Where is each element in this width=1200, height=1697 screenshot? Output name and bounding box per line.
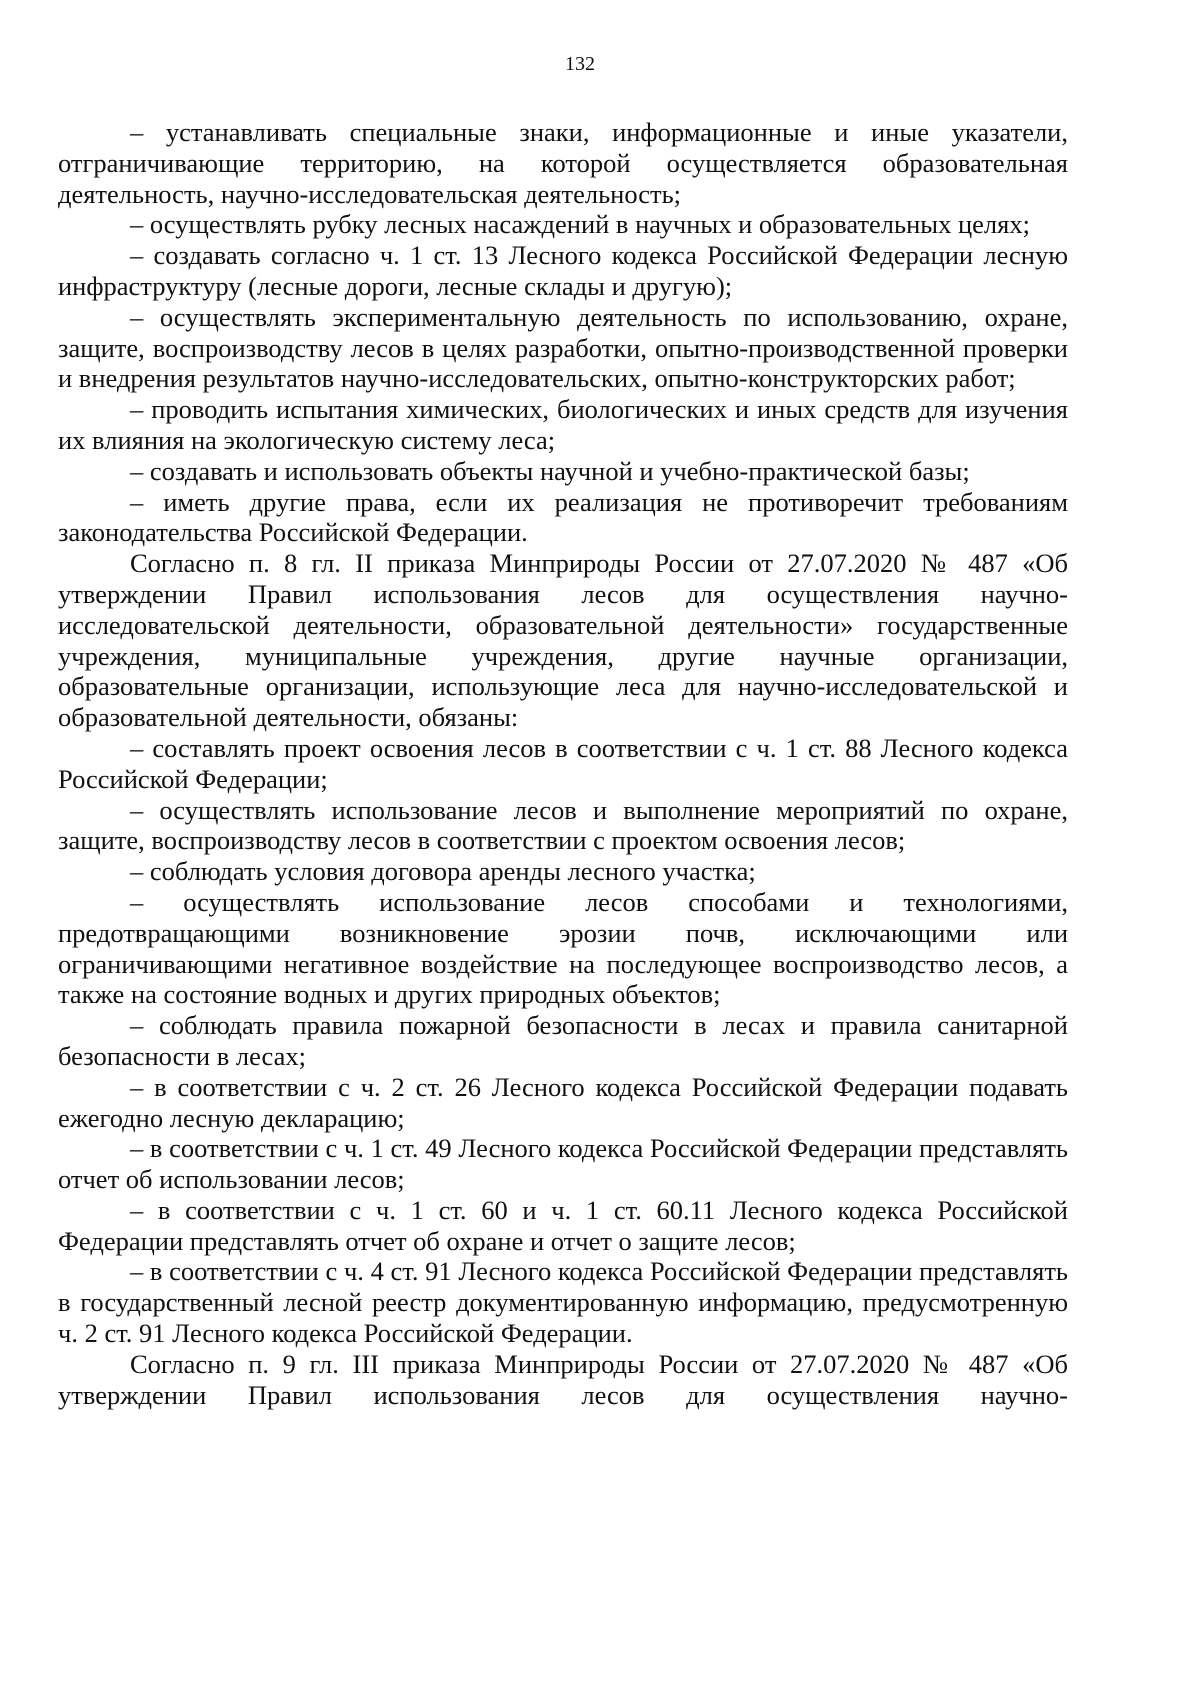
body-text [58,117,1068,1410]
paragraph-duty-methods: – осуществлять использование лесов способами и технологиями, предотвращающими возникновение эрозии почв, исключающими или ограничивающими негативное воздействие на последующее воспроизводство лесов, а также на состояние водных и других природных объектов; [58,886,1068,1010]
paragraph-duty-use: – осуществлять использование лесов и выполнение мероприятий по охране, защите, воспроизводству лесов в соответствии с проектом освоения лесов; [58,794,1068,856]
paragraph-duty-protection-report: – в соответствии с ч. 1 ст. 60 и ч. 1 ст. 60.11 Лесного кодекса Российской Федерации представлять отчет об охране и отчет о защите лесов; [58,1194,1068,1256]
paragraph-duty-fire-safety: – соблюдать правила пожарной безопасности в лесах и правила санитарной безопасности в лесах; [58,1010,1068,1071]
paragraph-right-objects: – создавать и использовать объекты научной и учебно-практической базы; [130,455,970,486]
paragraph-duty-registry: – в соответствии с ч. 4 ст. 91 Лесного кодекса Российской Федерации представлять в государственный лесной реестр документированную информацию, предусмотренную ч. 2 ст. 91 Лесного кодекса Российской Федерации. [58,1256,1068,1349]
paragraph-duty-usage-report: – в соответствии с ч. 1 ст. 49 Лесного кодекса Российской Федерации представлять отчет об использовании лесов; [58,1133,1068,1195]
paragraph-duty-declaration: – в соответствии с ч. 2 ст. 26 Лесного кодекса Российской Федерации подавать ежегодно лесную декларацию; [58,1071,1068,1133]
page-number: 132 [565,53,595,75]
paragraph-duty-lease: – соблюдать условия договора аренды лесного участка; [130,856,756,887]
paragraph-right-experimental: – осуществлять экспериментальную деятельность по использованию, охране, защите, воспроизводству лесов в целях разработки, опытно-производственной проверки и внедрения результатов научно-исследовательских, опытно-конструкторских работ; [58,301,1068,394]
paragraph-right-signs: – устанавливать специальные знаки, информационные и иные указатели, отграничивающие территорию, на которой осуществляется образовательная деятельность, научно-исследовательская деятельность; [58,117,1068,209]
paragraph-right-logging: – осуществлять рубку лесных насаждений в научных и образовательных целях; [130,209,1030,240]
paragraph-right-infrastructure: – создавать согласно ч. 1 ст. 13 Лесного кодекса Российской Федерации лесную инфраструктуру (лесные дороги, лесные склады и другую); [58,240,1068,301]
paragraph-obligations-intro: Согласно п. 8 гл. II приказа Минприроды России от 27.07.2020 № 487 «Об утверждении Правил использования лесов для осуществления научно-исследовательской деятельности, образовательной деятельности» государственные учреждения, муниципальные учреждения, другие научные организации, образовательные организации, использующие леса для научно-исследовательской и образовательной деятельности, обязаны: [58,548,1068,733]
paragraph-right-other: – иметь другие права, если их реализация не противоречит требованиям законодательства Российской Федерации. [58,486,1068,548]
paragraph-duty-project: – составлять проект освоения лесов в соответствии с ч. 1 ст. 88 Лесного кодекса Российской Федерации; [58,732,1068,794]
paragraph-section-nine-intro: Согласно п. 9 гл. III приказа Минприроды России от 27.07.2020 № 487 «Об утверждении Правил использования лесов для осуществления научно- [58,1348,1068,1410]
paragraph-right-testing: – проводить испытания химических, биологических и иных средств для изучения их влияния на экологическую систему леса; [58,394,1068,455]
